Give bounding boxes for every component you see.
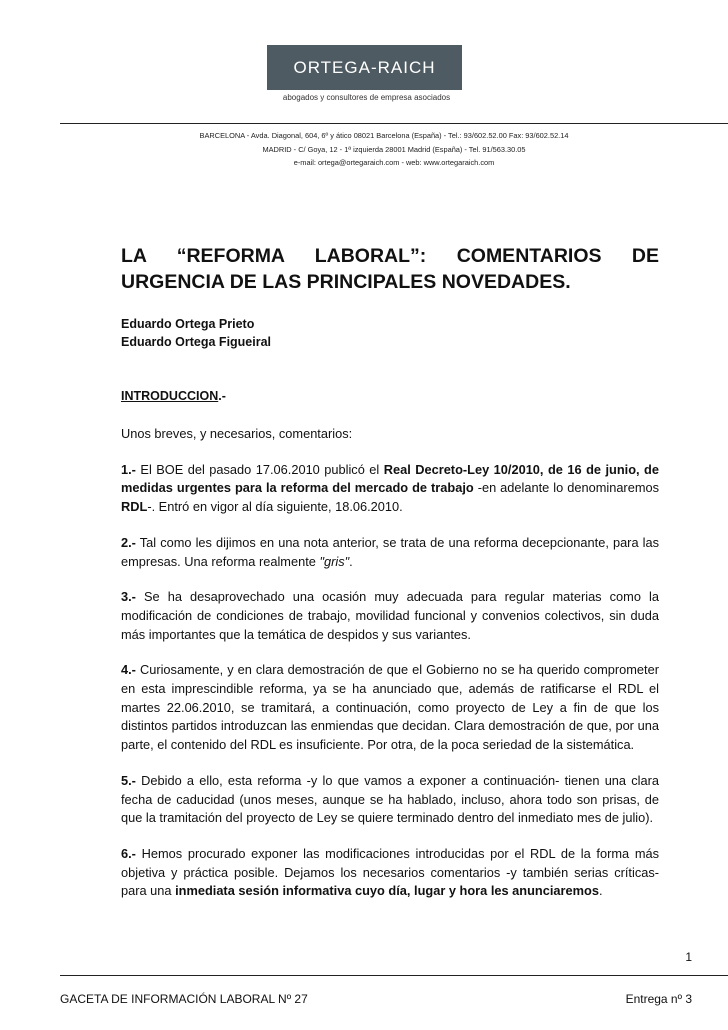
section-heading-suffix: .- [218, 389, 226, 403]
paragraph-3 [121, 588, 659, 644]
paragraph-bold-text: Real Decreto-Ley 10/2010, de 16 de junio, de medidas urgentes para la reforma del mercado de trabajo [121, 461, 659, 496]
paragraph-number: 1.- [121, 461, 136, 477]
paragraph-number: 4.- [121, 662, 136, 678]
paragraph-text: Hemos procurado exponer las modificaciones introducidas por el RDL de la forma más objetiva y práctica posible. Dejamos los necesarios comentarios -y también serias críticas- para una [121, 845, 659, 899]
paragraph-number: 6.- [121, 845, 136, 861]
paragraph-5 [121, 772, 659, 828]
paragraph-bold-text: RDL [121, 499, 148, 515]
lead-text: Unos breves, y necesarios, comentarios: [121, 426, 353, 441]
paragraph-text: Curiosamente, y en clara demostración de que el Gobierno no se ha querido comprometer en esta imprescindible reforma, ya se ha anunciado que, además de ratificarse el RDL el martes 22.06.2010, se tramitará, a continuación, como proyecto de Ley a fin de que los distintos partidos introduzcan las enmiendas que decidan. Clara demostración de que, por una parte, el contenido del RDL es insuficiente. Por otra, de la poca seriedad de la sistemática. [121, 662, 659, 753]
address-barcelona: BARCELONA - Avda. Diagonal, 604, 6º y ático 08021 Barcelona (España) - Tel.: 93/602.52.00 Fax: 93/602.52.14 [199, 131, 569, 140]
firm-logo [267, 45, 462, 90]
footer-divider [60, 975, 728, 976]
paragraph-number: 3.- [121, 589, 136, 605]
page-number: 1 [685, 950, 692, 964]
paragraph-6 [121, 845, 659, 901]
authors [121, 315, 659, 351]
paragraph-1 [121, 461, 659, 517]
logo-name: ORTEGA-RAICH [293, 57, 436, 77]
paragraph-number: 2.- [121, 534, 136, 550]
paragraph-number: 5.- [121, 772, 136, 788]
logo-tagline: abogados y consultores de empresa asociados [282, 93, 451, 102]
paragraph-text: . [349, 553, 353, 569]
paragraph-text: El BOE del pasado 17.06.2010 publicó el [135, 461, 384, 477]
paragraph-text: . [598, 883, 603, 899]
paragraph-2 [121, 534, 659, 571]
footer-issue: Entrega nº 3 [625, 992, 692, 1006]
header-divider [60, 123, 728, 124]
paragraph-text: Tal como les dijimos en una nota anterior, se trata de una reforma decepcionante, para las empresas. Una reforma realmente [121, 534, 659, 569]
document-body [121, 243, 659, 901]
paragraph-text: -. Entró en vigor al día siguiente, 18.06.2010. [147, 499, 403, 515]
paragraph-bold-text: inmediata sesión informativa cuyo día, lugar y hora les anunciaremos [175, 883, 599, 899]
footer-publication: GACETA DE INFORMACIÓN LABORAL Nº 27 [60, 992, 308, 1006]
paragraph-text: Se ha desaprovechado una ocasión muy adecuada para regular materias como la modificación de condiciones de trabajo, movilidad funcional y convenios colectivos, sin duda más importantes que la temática de despidos y sus variantes. [121, 589, 659, 642]
paragraph-text: Debido a ello, esta reforma -y lo que vamos a exponer a continuación- tienen una clara fecha de caducidad (unos meses, aunque se ha hablado, incluso, ahora todo son prisas, de que la tramitación del proyecto de Ley se quiere terminado dentro del inmediato mes de julio). [121, 772, 659, 826]
author-2: Eduardo Ortega Figueiral [121, 335, 272, 349]
paragraph-italic-text: "gris" [319, 553, 350, 569]
section-heading [121, 387, 659, 405]
author-1: Eduardo Ortega Prieto [121, 317, 255, 331]
paragraph-4 [121, 661, 659, 755]
section-heading-text: INTRODUCCION [121, 389, 219, 403]
contact-email-web: e-mail: ortega@ortegaraich.com - web: www.ortegaraich.com [293, 158, 495, 167]
address-madrid: MADRID - C/ Goya, 12 - 1ª izquierda 28001 Madrid (España) - Tel. 91/563.30.05 [262, 145, 526, 154]
paragraph-text: -en adelante lo denominaremos [473, 480, 659, 496]
document-title: LA “REFORMA LABORAL”: COMENTARIOS DE URGENCIA DE LAS PRINCIPALES NOVEDADES. [121, 245, 659, 293]
